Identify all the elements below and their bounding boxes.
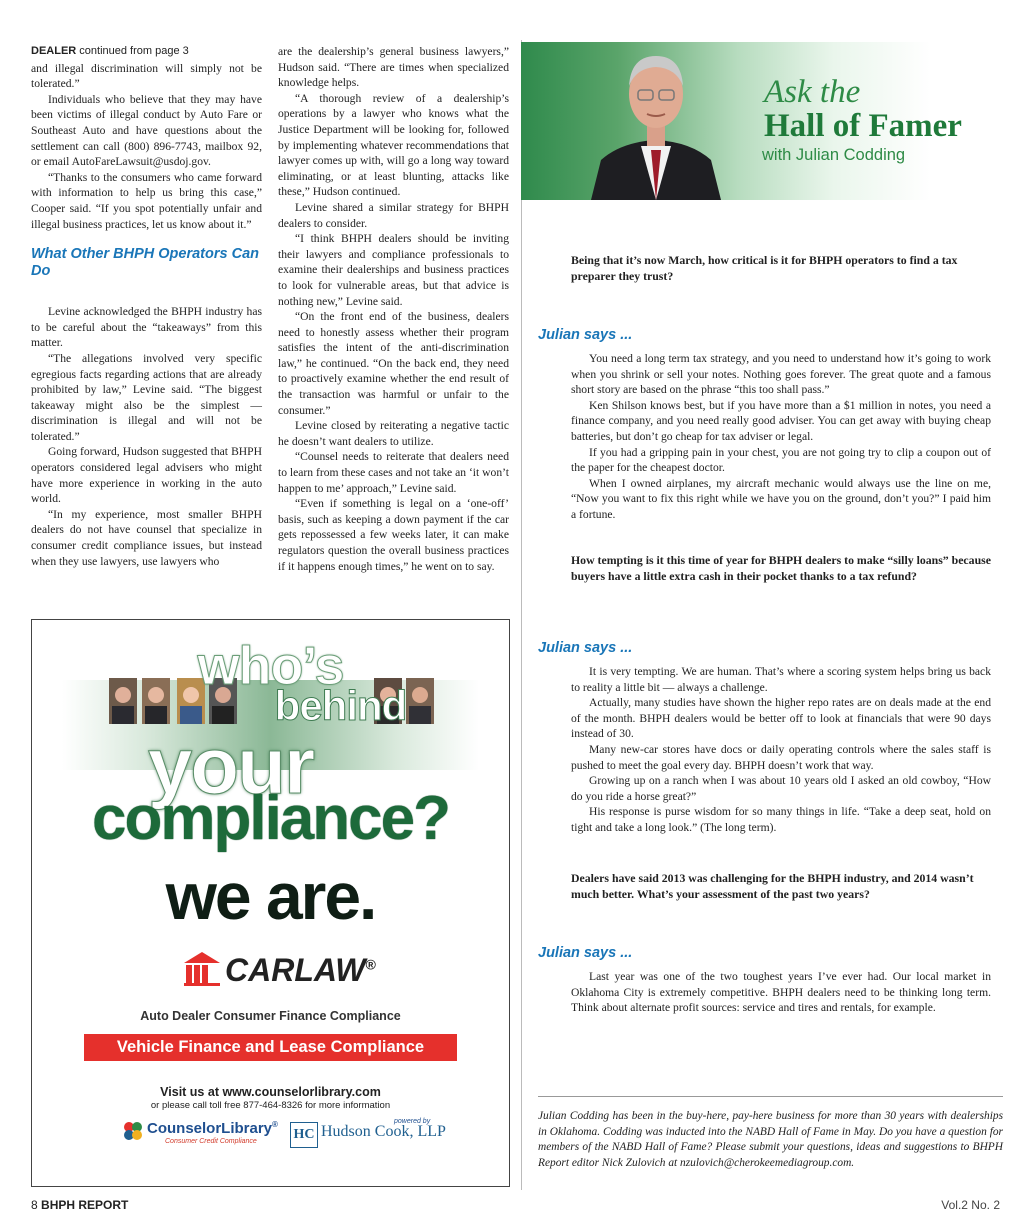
answer-1 [571,351,991,523]
section-subhead: What Other BHPH Operators Can Do [31,246,259,280]
carlaw-building-icon [182,950,222,986]
paragraph: Last year was one of the two toughest years I’ve ever had. Our local market in Oklahoma City is extremely competitive. BHPH dealers need to be thinking long term. Think about alternate profit sources: service and tires and rentals, for example. [571,970,991,1015]
julian-says-label: Julian says ... [538,945,633,961]
paragraph: Levine closed by reiterating a negative tactic he doesn’t want dealers to utilize. [278,419,509,448]
article-column-1 [31,44,262,569]
paragraph: and illegal discrimination will simply not be tolerated.” [31,61,262,91]
paragraph: Going forward, Hudson suggested that BHPH operators considered legal advisers who might have more experience in working in the auto world. [31,445,262,506]
ad-phone: or please call toll free 877-464-8326 for more information [150,1100,391,1111]
answer-3 [571,969,991,1016]
author-bio: Julian Codding has been in the buy-here, pay-here business for more than 30 years with dealerships in Oklahoma. Codding was inducted into the NABD Hall of Fame in May. Do you have a question for members of the NABD Hall of Fame? Please submit your questions, ideas and suggestions to BHPH Report editor Nick Zulovich at nzulovich@cherokeemediagroup.com. [538,1110,1003,1169]
ad-headline-compliance: compliance? [92,784,449,853]
hall-of-famer-banner [521,42,1003,200]
paragraph: “The allegations involved very specific egregious facts regarding actions that are already prohibited by law,” Levine said. “The biggest takeaway might also be the simplest — discrimination is illegal and will not be tolerated.” [31,351,262,443]
publication-name: BHPH REPORT [41,1198,129,1212]
continued-header [31,44,262,60]
carlaw-red-bar: Vehicle Finance and Lease Compliance [84,1034,457,1061]
counselor-library-brand: CounselorLibrary [147,1120,273,1137]
paragraph: You need a long term tax strategy, and you need to understand how it’s going to work when you shrink or sell your notes. Nothing goes forever. The great quote and a famous short story are based on the phrase “this too shall pass.” [571,352,991,397]
question-1: Being that it’s now March, how critical is it for BHPH operators to find a tax preparer they trust? [571,253,958,283]
issue-label: Vol.2 No. 2 [941,1198,1000,1212]
answer-2 [571,664,991,836]
carlaw-subtitle: Auto Dealer Consumer Finance Compliance [140,1009,401,1023]
paragraph: Actually, many studies have shown the higher repo rates are on deals made at the end of the month. BHPH dealers would be better off to look at financials that were 90 days instead of 30. [571,696,991,741]
paragraph: His response is purse wisdom for so many things in life. “Take a deep seat, hold on tight and take a long look.” (The long term). [571,805,991,834]
question-3: Dealers have said 2013 was challenging for the BHPH industry, and 2014 wasn’t much better. What’s your assessment of the past two years? [571,871,974,901]
paragraph: Individuals who believe that they may have been victims of illegal conduct by Auto Fare or Southeast Auto and have questions about the settlement can call (800) 896-7743, mailbox 92, or email AutoFareLawsuit@usdoj.gov. [31,92,262,169]
paragraph: “A thorough review of a dealership’s operations by a lawyer who knows what the Justice Department will be looking for, followed by implementing whatever recommendations that lawyer comes up with, will go a long way toward eliminating, or at least blunting, attacks like these,” Hudson continued. [278,91,509,199]
paragraph: When I owned airplanes, my aircraft mechanic would always use the line on me, “Now you want to fix this right while we have you on the ground, don’t you?” I paid him a fortune. [571,476,991,521]
powered-by-label: powered by [394,1118,431,1125]
carlaw-advertisement[interactable] [31,619,510,1187]
dealer-label: DEALER [31,45,77,57]
hudson-cook-logo-icon: HC [290,1122,318,1148]
julian-says-label: Julian says ... [538,640,633,656]
ad-headline-whos: who’s [197,636,344,696]
paragraph: It is very tempting. We are human. That’s where a scoring system helps bring us back to reality a little bit — always a challenge. [571,665,991,694]
paragraph: Levine acknowledged the BHPH industry has to be careful about the “takeaways” from this matter. [31,305,262,350]
paragraph: are the dealership’s general business lawyers,” Hudson said. “There are times when specialized knowledge helps. [278,45,509,90]
ad-website[interactable]: Visit us at www.counselorlibrary.com [160,1085,381,1099]
column-divider [521,40,522,1190]
continued-from: continued from page 3 [76,45,189,57]
portrait-photo [581,42,731,200]
registered-mark: ® [272,1120,278,1129]
carlaw-logo-text [225,952,376,989]
bio-divider [538,1096,1003,1097]
paragraph: Many new-car stores have docs or daily operating controls where the sales staff is pushed to meet the goal every day. BHPH doesn’t work that way. [571,742,991,772]
paragraph: “Thanks to the consumers who came forward with information to help us bring this case,” Cooper said. “If you spot potentially unfair and illegal business practices, let us know about it.” [31,170,262,231]
carlaw-brand: CARLAW [225,952,366,988]
paragraph: If you had a gripping pain in your chest, you are not going try to clip a coupon out of the paper for the cheapest doctor. [571,445,991,475]
ad-headline-behind: behind [274,682,407,729]
banner-title-line2: Hall of Famer [764,108,962,144]
paragraph: “I think BHPH dealers should be inviting their lawyers and compliance professionals to examine their dealerships and business practices to look for vulnerable areas, but that advice is nothing new,” Levine said. [278,232,509,308]
paragraph: Ken Shilson knows best, but if you have more than a $1 million in notes, you need a finance company, and you need really good adviser. You can get away with buying cheap batteries, but don’t go cheap for tax adviser or legal. [571,398,991,443]
paragraph: “Even if something is legal on a ‘one-off’ basis, such as keeping a down payment if the car gets repossessed a few weeks later, it can make regulators question the overall business practices if it happens enough times,” he went on to say. [278,497,509,573]
banner-title-line1: Ask the [764,74,861,110]
julian-says-label: Julian says ... [538,327,633,343]
ad-headline-we-are: we are. [165,859,376,933]
hudson-cook-name: Hudson Cook, LLP [321,1123,446,1140]
paragraph: “In my experience, most smaller BHPH dealers do not have counsel that specialize in consumer credit compliance issues, but instead when they use lawyers, use lawyers who [31,507,262,568]
article-column-2 [278,44,509,574]
paragraph: Growing up on a ranch when I was about 10 years old I asked an old cowboy, “How do you ride a horse great?” [571,774,991,803]
counselor-library-name [147,1120,278,1137]
page-number: 8 [31,1198,38,1212]
page-footer-left [31,1198,128,1212]
banner-byline: with Julian Codding [762,146,906,164]
ad-headline-your: your [147,721,314,810]
registered-mark: ® [365,956,376,973]
paragraph: Levine shared a similar strategy for BHPH dealers to consider. [278,200,509,230]
paragraph: “On the front end of the business, dealers need to honestly assess whether their program satisfies the intent of the anti-discrimination law,” he continued. “On the back end, they need to proactively examine whether the end result of the transaction was harmful or unfair to the consumer.” [278,310,509,417]
counselor-library-logo-icon [122,1120,144,1142]
counselor-library-tagline: Consumer Credit Compliance [165,1138,257,1145]
paragraph: “Counsel needs to reiterate that dealers need to learn from these cases and not take an ‘it won’t happen to me’ approach,” Levine said. [278,450,509,495]
question-2: How tempting is it this time of year for BHPH dealers to make “silly loans” because buyers have a little extra cash in their pocket thanks to a tax refund? [571,553,991,583]
